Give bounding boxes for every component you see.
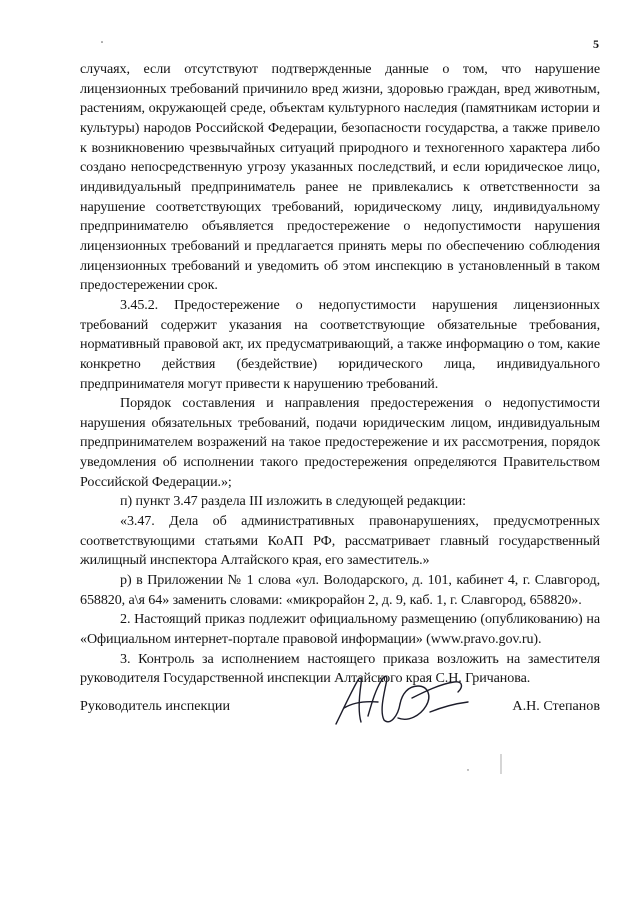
paragraph-continuation: случаях, если отсутствуют подтвержденные данные о том, что нарушение лицензионных требований причинило вред жизни, здоровью граждан, вред животным, растениям, окружающей среде, объектам культурного наследия (памятникам истории и культуры) народов Российской Федерации, безопасности государства, а также привело к возникновению чрезвычайных ситуаций природного и техногенного характера либо создано непосредственную угрозу указанных последствий, и если юридическое лицо, индивидуальный предприниматель ранее не привлекались к ответственности за нарушение соответствующих требований, юридическому лицу, индивидуальному предпринимателю объявляется предостережение о недопустимости нарушения лицензионных требований и предлагается принять меры по обеспечению соблюдения лицензионных требований и уведомить об этом инспекцию в установленный в таком предостережении срок.: [80, 61, 600, 294]
scan-speck: [100, 40, 104, 44]
scan-speck: [466, 768, 470, 772]
handwritten-signature: [328, 668, 478, 730]
paragraph-warning-procedure: Порядок составления и направления предостережения о недопустимости нарушения обязательных требований, подачи юридическим лицом, индивидуальным предпринимателем возражений на такое предостережение и их рассмотрения, порядок уведомления об исполнении такого предостережения определяются Правительством Российской Федерации.»;: [80, 395, 600, 490]
paragraph-3-45-2: 3.45.2. Предостережение о недопустимости нарушения лицензионных требований содержит указания на соответствующие обязательные требования, нормативный правовой акт, их предусматривающий, а также информацию о том, какие конкретно действия (бездействие) юридического лица, индивидуального предпринимателя могут привести к нарушению требований.: [80, 296, 600, 392]
signature-block: [80, 686, 600, 736]
signer-name: А.Н. Степанов: [512, 698, 600, 714]
paragraph-control: 3. Контроль за исполнением настоящего приказа возложить на заместителя руководителя Государственной инспекции Алтайского края С.Н. Гричанова.: [80, 650, 600, 687]
page-number: 5: [593, 37, 599, 51]
signer-position: Руководитель инспекции: [80, 698, 230, 714]
paragraph-publication: 2. Настоящий приказ подлежит официальному размещению (опубликованию) на «Официальном интернет-портале правовой информации» (www.pravo.gov.ru).: [80, 611, 600, 648]
document-body: [80, 60, 600, 689]
paragraph-item-p: п) пункт 3.47 раздела III изложить в следующей редакции:: [120, 493, 466, 510]
scan-speck: [498, 752, 504, 776]
paragraph-item-r: р) в Приложении № 1 слова «ул. Володарского, д. 101, кабинет 4, г. Славгород, 658820, а\я 64» заменить словами: «микрорайон 2, д. 9, каб. 1, г. Славгород, 658820».: [80, 572, 600, 608]
paragraph-3-47: «3.47. Дела об административных правонарушениях, предусмотренных соответствующими статьями КоАП РФ, рассматривает главный государственный жилищный инспектора Алтайского края, его заместитель.»: [80, 513, 600, 569]
